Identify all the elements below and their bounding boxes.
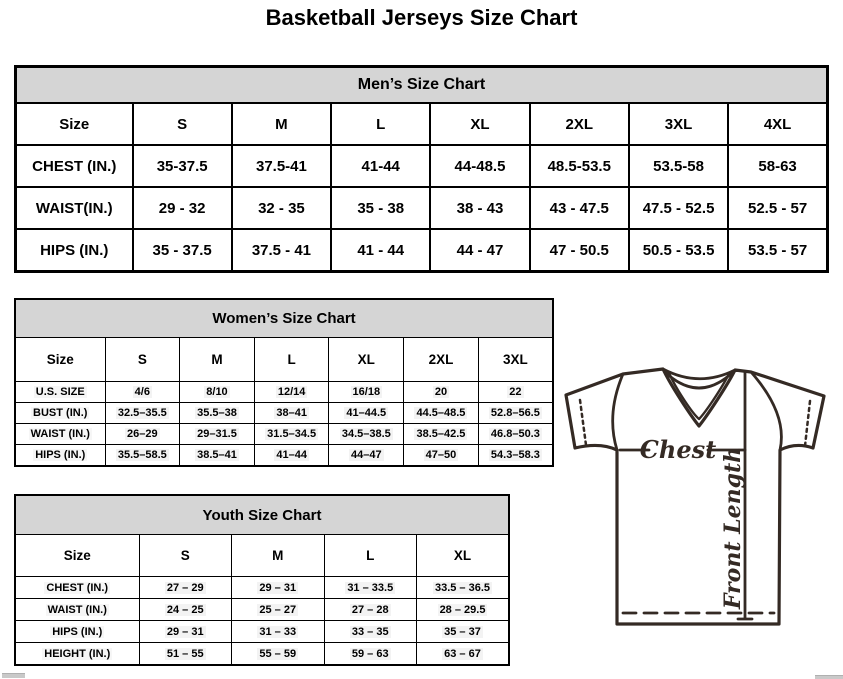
size-value [232, 643, 325, 666]
size-value [105, 403, 180, 424]
cell-text: 53.5 - 57 [747, 241, 808, 259]
row-label [16, 145, 133, 187]
size-value [629, 229, 728, 272]
cell-text: 47 - 50.5 [549, 241, 609, 259]
size-value [324, 577, 417, 599]
cropped-fragment-bottom-right [815, 675, 843, 679]
column-header: XL [430, 103, 529, 145]
cell-text: 24 – 25 [166, 603, 204, 616]
row-label [15, 424, 105, 445]
youth-table-title: Youth Size Chart [15, 495, 509, 535]
size-value [180, 424, 255, 445]
column-header: 2XL [530, 103, 629, 145]
size-value [180, 445, 255, 467]
collar-back-arc [663, 369, 735, 379]
cell-text: 44–47 [351, 449, 382, 461]
size-value [417, 621, 510, 643]
size-value [254, 424, 329, 445]
size-value [478, 403, 553, 424]
size-value [629, 187, 728, 229]
cell-text: 35.5–38 [197, 407, 237, 419]
cell-text: 38 - 43 [456, 199, 504, 217]
size-value [105, 445, 180, 467]
cell-text: 27 – 29 [166, 581, 204, 594]
size-value [417, 599, 510, 621]
size-value [430, 229, 529, 272]
cell-text: 51 – 55 [166, 647, 204, 660]
cell-text: HIPS (IN.) [52, 625, 103, 638]
cell-text: 32 - 35 [258, 199, 305, 217]
size-value [180, 403, 255, 424]
cell-text: 44 - 47 [456, 241, 504, 259]
cell-text: 35 – 37 [444, 625, 481, 638]
size-value [254, 445, 329, 467]
size-value [254, 382, 329, 403]
table-row [15, 382, 553, 403]
cell-text: 37.5 - 41 [251, 241, 312, 259]
jersey-diagram-svg [557, 360, 840, 643]
front-length-label: Front Length [720, 446, 746, 610]
youth-size-table [14, 494, 510, 666]
cropped-fragment-bottom-left [2, 673, 25, 678]
womens-table-body [15, 382, 553, 467]
size-value [139, 577, 232, 599]
column-header: M [232, 535, 325, 577]
jersey-measurement-diagram [557, 360, 840, 643]
size-value [417, 577, 510, 599]
womens-size-table [14, 298, 554, 467]
row-label [15, 643, 139, 666]
size-value [254, 403, 329, 424]
cell-text: 53.5-58 [653, 157, 704, 175]
cell-text: 29 - 32 [158, 199, 206, 217]
column-header: 3XL [478, 338, 553, 382]
row-label [15, 445, 105, 467]
cell-text: WAIST(IN.) [35, 199, 113, 217]
column-header: 2XL [404, 338, 479, 382]
size-value [324, 599, 417, 621]
row-label [15, 621, 139, 643]
size-value [478, 445, 553, 467]
cell-text: 33 – 35 [351, 625, 389, 638]
cell-text: 29 – 31 [259, 581, 297, 594]
size-value [478, 424, 553, 445]
cell-text: 54.3–58.3 [490, 449, 540, 461]
size-value [329, 403, 404, 424]
column-header: L [331, 103, 430, 145]
cell-text: 22 [509, 386, 522, 398]
size-value [232, 599, 325, 621]
cell-text: 44.5–48.5 [416, 407, 466, 419]
cell-text: BUST (IN.) [33, 407, 88, 419]
cell-text: 33.5 – 36.5 [434, 581, 491, 594]
size-value [105, 424, 180, 445]
size-value [329, 424, 404, 445]
size-value [180, 382, 255, 403]
size-value [133, 229, 232, 272]
cell-text: 35 - 38 [357, 199, 405, 217]
table-row [16, 229, 828, 272]
cell-text: 8/10 [206, 386, 228, 398]
table-row [15, 403, 553, 424]
cell-text: 29–31.5 [197, 428, 237, 440]
cell-text: WAIST (IN.) [47, 603, 107, 616]
table-row [15, 621, 509, 643]
size-value [404, 403, 479, 424]
size-value [404, 445, 479, 467]
column-header: M [180, 338, 255, 382]
cell-text: 35.5–58.5 [117, 449, 167, 461]
size-value [139, 621, 232, 643]
mens-table-title: Men’s Size Chart [16, 67, 828, 104]
size-value [329, 382, 404, 403]
size-value [417, 643, 510, 666]
size-value [530, 187, 629, 229]
column-header: 3XL [629, 103, 728, 145]
cell-text: 63 – 67 [444, 647, 481, 660]
cell-text: 25 – 27 [259, 603, 297, 616]
cell-text: 4/6 [134, 386, 150, 398]
table-row [16, 187, 828, 229]
size-value [728, 145, 827, 187]
cell-text: 28 – 29.5 [439, 603, 486, 616]
size-value [331, 229, 430, 272]
column-header: L [324, 535, 417, 577]
cell-text: 26–29 [127, 428, 158, 440]
mens-table-title-row [16, 67, 828, 104]
column-header: XL [417, 535, 510, 577]
cell-text: 32.5–35.5 [117, 407, 167, 419]
column-header: S [105, 338, 180, 382]
size-value [430, 145, 529, 187]
row-label [15, 382, 105, 403]
womens-table-title: Women’s Size Chart [15, 299, 553, 338]
size-value [629, 145, 728, 187]
mens-table-body [16, 145, 828, 272]
size-value [331, 187, 430, 229]
youth-table-body [15, 577, 509, 666]
column-header-size: Size [15, 338, 105, 382]
size-value [232, 621, 325, 643]
mens-column-header-row [16, 103, 828, 145]
column-header: S [133, 103, 232, 145]
cell-text: 41–44.5 [346, 407, 387, 419]
column-header: L [254, 338, 329, 382]
cell-text: 46.8–50.3 [490, 428, 540, 440]
row-label [16, 187, 133, 229]
cell-text: 55 – 59 [259, 647, 297, 660]
cell-text: 31.5–34.5 [267, 428, 317, 440]
size-value [728, 187, 827, 229]
womens-column-header-row [15, 338, 553, 382]
size-value [232, 229, 331, 272]
row-label [15, 577, 139, 599]
cell-text: 35 - 37.5 [152, 241, 212, 259]
size-value [133, 145, 232, 187]
size-value [324, 621, 417, 643]
cell-text: 34.5–38.5 [341, 428, 391, 440]
table-row [15, 445, 553, 467]
size-value [530, 145, 629, 187]
size-value [139, 599, 232, 621]
size-value [232, 577, 325, 599]
size-value [728, 229, 827, 272]
size-value [430, 187, 529, 229]
column-header: XL [329, 338, 404, 382]
cell-text: 41-44 [361, 157, 400, 175]
size-value [105, 382, 180, 403]
table-row [15, 577, 509, 599]
cell-text: 47.5 - 52.5 [642, 199, 715, 217]
cell-text: 41–44 [276, 449, 307, 461]
cell-text: CHEST (IN.) [32, 157, 117, 175]
mens-size-table [14, 65, 829, 273]
cell-text: CHEST (IN.) [46, 581, 109, 594]
cell-text: HIPS (IN.) [35, 449, 86, 461]
cell-text: 38.5–42.5 [416, 428, 466, 440]
cell-text: 29 – 31 [166, 625, 204, 638]
cell-text: 35-37.5 [156, 157, 208, 175]
size-value [404, 424, 479, 445]
size-value [530, 229, 629, 272]
size-value [232, 187, 331, 229]
table-row [15, 643, 509, 666]
jersey-outline [566, 369, 824, 624]
cell-text: 59 – 63 [351, 647, 389, 660]
womens-table-title-row [15, 299, 553, 338]
table-row [15, 424, 553, 445]
size-value [329, 445, 404, 467]
cell-text: 27 – 28 [351, 603, 389, 616]
cell-text: 41 - 44 [357, 241, 405, 259]
cell-text: 20 [434, 386, 448, 398]
cell-text: 44-48.5 [454, 157, 506, 175]
size-value [331, 145, 430, 187]
cell-text: 50.5 - 53.5 [642, 241, 715, 259]
size-value [133, 187, 232, 229]
chest-label: Chest [639, 435, 717, 464]
column-header: M [232, 103, 331, 145]
row-label [16, 229, 133, 272]
cell-text: 12/14 [277, 386, 306, 398]
size-value [139, 643, 232, 666]
cell-text: 47–50 [425, 449, 457, 461]
cell-text: 43 - 47.5 [549, 199, 609, 217]
cell-text: HIPS (IN.) [40, 241, 109, 259]
cell-text: 58-63 [758, 157, 797, 175]
cell-text: WAIST (IN.) [30, 428, 90, 440]
cell-text: 38–41 [276, 407, 307, 419]
column-header: S [139, 535, 232, 577]
cell-text: 52.8–56.5 [490, 407, 540, 419]
column-header: 4XL [728, 103, 827, 145]
cell-text: U.S. SIZE [35, 386, 85, 398]
page-title: Basketball Jerseys Size Chart [265, 5, 578, 30]
cell-text: 38.5–41 [197, 449, 237, 461]
row-label [15, 599, 139, 621]
cell-text: 31 – 33 [259, 625, 297, 638]
table-row [15, 599, 509, 621]
size-value [324, 643, 417, 666]
youth-table-title-row [15, 495, 509, 535]
size-value [232, 145, 331, 187]
size-value [404, 382, 479, 403]
column-header-size: Size [16, 103, 133, 145]
cell-text: 31 – 33.5 [347, 581, 394, 594]
cell-text: 37.5-41 [255, 157, 307, 175]
table-row [16, 145, 828, 187]
youth-column-header-row [15, 535, 509, 577]
size-value [478, 382, 553, 403]
cell-text: 48.5-53.5 [547, 157, 611, 175]
cell-text: 52.5 - 57 [747, 199, 808, 217]
row-label [15, 403, 105, 424]
column-header-size: Size [15, 535, 139, 577]
cell-text: 16/18 [352, 386, 381, 398]
cell-text: HEIGHT (IN.) [44, 647, 111, 660]
